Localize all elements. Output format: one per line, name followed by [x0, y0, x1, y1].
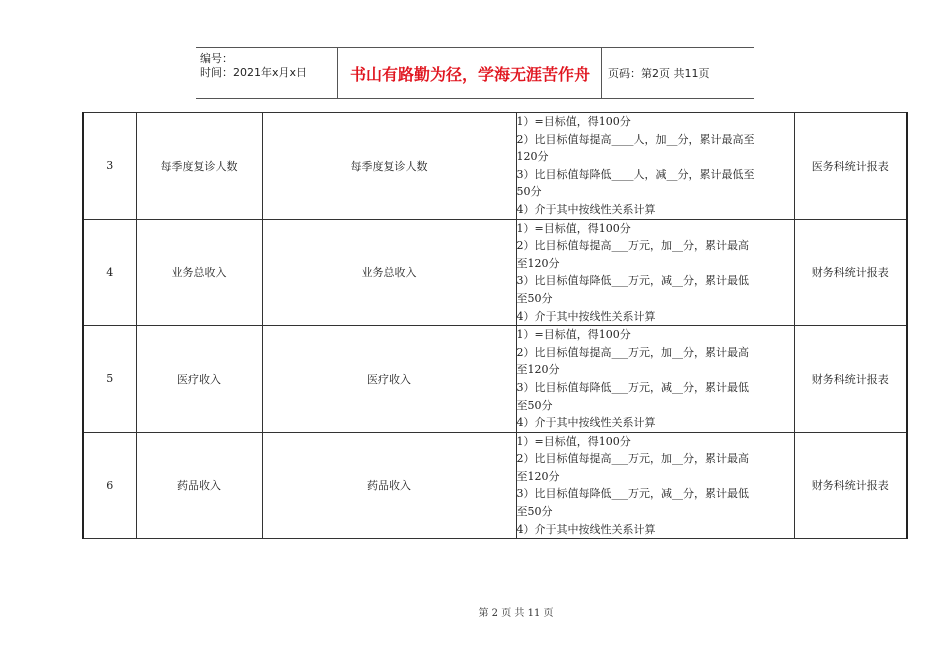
page-header — [196, 47, 754, 99]
scoring-rule-line: 1）=目标值，得100分 — [516, 221, 631, 235]
scoring-rule-line: 3）比目标值每降低___万元，减__分，累计最低 — [516, 487, 749, 501]
header-meta — [196, 48, 338, 98]
table-row — [83, 326, 907, 433]
data-source: 财务科统计报表 — [794, 219, 907, 326]
scoring-rule-line: 2）比目标值每提高___万元，加__分，累计最高 — [516, 345, 749, 359]
row-number: 6 — [83, 432, 136, 539]
scoring-rule-line: 3）比目标值每降低___万元，减__分，累计最低 — [516, 274, 749, 288]
table-row — [83, 432, 907, 539]
scoring-rule-line: 至50分 — [516, 291, 553, 305]
indicator-description: 药品收入 — [262, 432, 516, 539]
scoring-rule-line: 4）介于其中按线性关系计算 — [516, 309, 656, 323]
scoring-rule-line: 1）=目标值，得100分 — [516, 434, 631, 448]
row-number: 3 — [83, 113, 136, 220]
indicator-name: 每季度复诊人数 — [136, 113, 262, 220]
table-row — [83, 219, 907, 326]
scoring-rules — [516, 219, 794, 326]
code-label: 编号： — [200, 52, 233, 65]
scoring-rules — [516, 432, 794, 539]
scoring-rule-line: 1）=目标值，得100分 — [516, 328, 631, 342]
scoring-rules — [516, 326, 794, 433]
scoring-rule-line: 至120分 — [516, 469, 560, 483]
indicator-name: 业务总收入 — [136, 219, 262, 326]
page-footer: 第 2 页 共 11 页 — [478, 608, 554, 619]
scoring-rule-line: 至120分 — [516, 256, 560, 270]
scoring-rules — [516, 113, 794, 220]
row-number: 4 — [83, 219, 136, 326]
motto: 书山有路勤为径，学海无涯苦作舟 — [339, 48, 602, 98]
scoring-rule-line: 4）介于其中按线性关系计算 — [516, 522, 656, 536]
scoring-rule-line: 至50分 — [516, 398, 553, 412]
indicator-name: 医疗收入 — [136, 326, 262, 433]
scoring-rule-line: 2）比目标值每提高___万元，加__分，累计最高 — [516, 239, 749, 253]
indicator-description: 业务总收入 — [262, 219, 516, 326]
time-label: 时间：2021年x月x日 — [200, 66, 308, 79]
row-number: 5 — [83, 326, 136, 433]
scoring-rule-line: 至120分 — [516, 363, 560, 377]
indicator-description: 医疗收入 — [262, 326, 516, 433]
scoring-rule-line: 2）比目标值每提高___万元，加__分，累计最高 — [516, 452, 749, 466]
indicator-description: 每季度复诊人数 — [262, 113, 516, 220]
scoring-rule-line: 120分 — [516, 150, 549, 164]
indicator-table — [82, 112, 908, 539]
scoring-rule-line: 2）比目标值每提高____人，加__分，累计最高至 — [516, 132, 755, 146]
page-label: 页码：第2页 共11页 — [608, 67, 710, 80]
scoring-rule-line: 50分 — [516, 185, 542, 199]
indicator-name: 药品收入 — [136, 432, 262, 539]
scoring-rule-line: 4）介于其中按线性关系计算 — [516, 202, 656, 216]
table-row — [83, 113, 907, 220]
scoring-rule-line: 3）比目标值每降低___万元，减__分，累计最低 — [516, 380, 749, 394]
data-source: 医务科统计报表 — [794, 113, 907, 220]
scoring-rule-line: 3）比目标值每降低____人，减__分，累计最低至 — [516, 167, 755, 181]
data-source: 财务科统计报表 — [794, 432, 907, 539]
scoring-rule-line: 4）介于其中按线性关系计算 — [516, 416, 656, 430]
data-source: 财务科统计报表 — [794, 326, 907, 433]
scoring-rule-line: 1）=目标值，得100分 — [516, 115, 631, 128]
scoring-rule-line: 至50分 — [516, 505, 553, 519]
